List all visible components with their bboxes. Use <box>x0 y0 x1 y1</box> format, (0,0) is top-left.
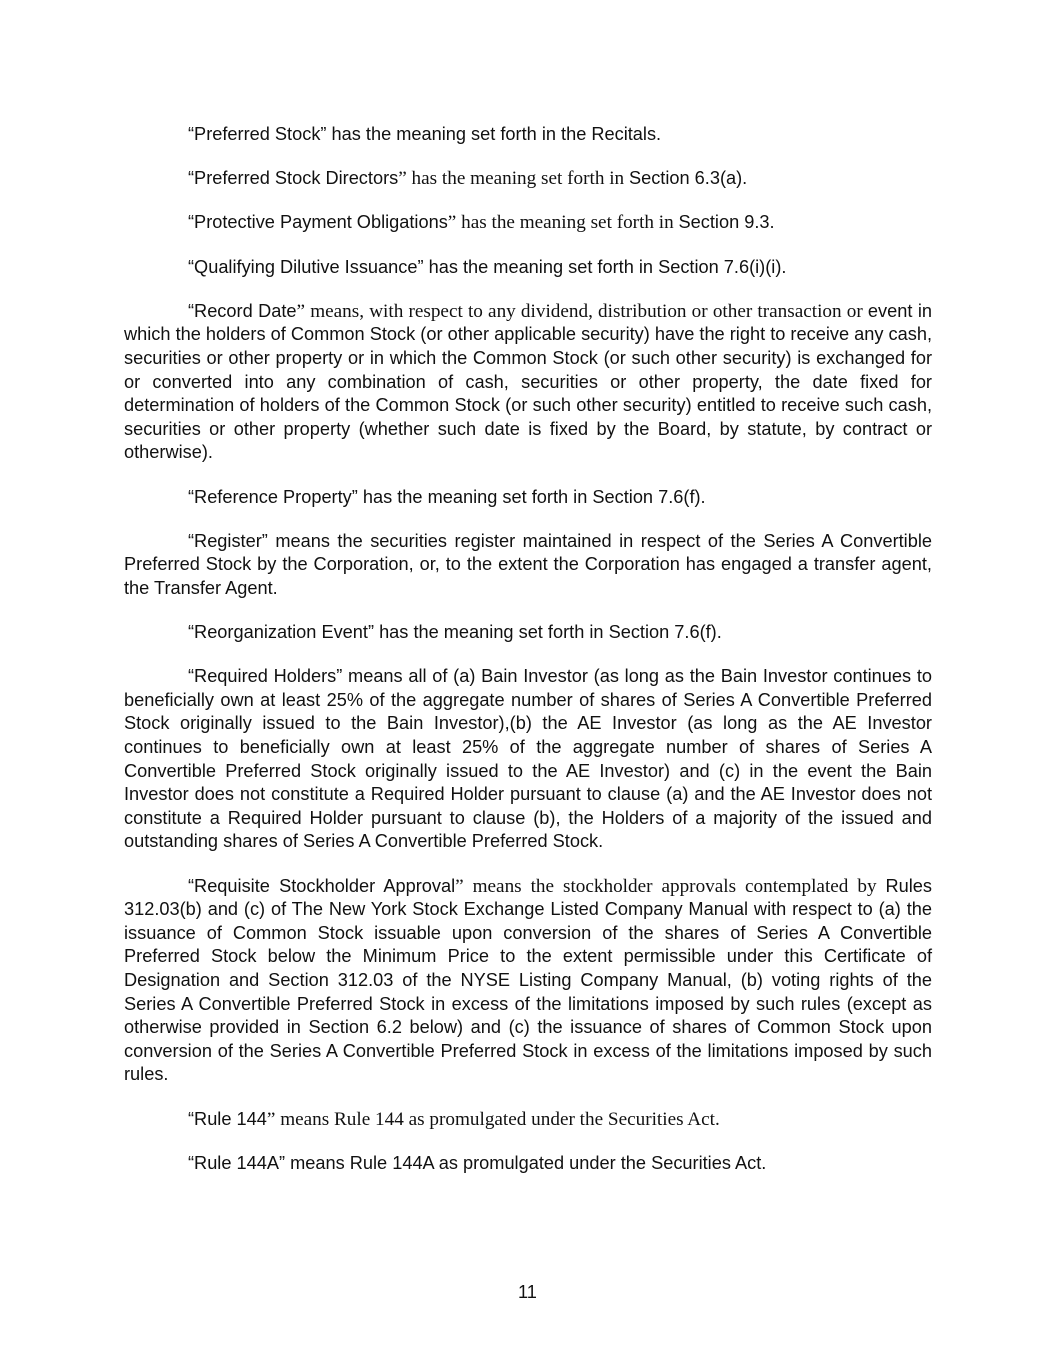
definition-text: ” has the meaning set forth in <box>447 212 679 234</box>
definition-text: means all of (a) Bain Investor (as long as the Bain Investor continues to beneficially own at least 25% of the aggregate number of shares of Series A Convertible Preferred Stock originally issued to the Bain Investor),(b) the AE Investor (as long as the AE Investor continues to beneficially own at least 25% of the aggregate number of shares of Series A Convertible Preferred Stock originally issued to the AE Investor) and (c) in the event the Bain Investor does not constitute a Required Holder pursuant to clause (a) and the AE Investor does not constitute a Required Holder pursuant to clause (b), the Holders of a majority of the issued and outstanding shares of Series A Convertible Preferred Stock. <box>124 666 932 852</box>
definition-register <box>124 530 932 601</box>
definition-preferred-stock-directors <box>124 167 932 191</box>
definitions-list <box>124 123 932 1196</box>
definition-reference: Section 6.3(a). <box>628 168 748 189</box>
definition-text: ” means Rule 144 as promulgated under the Securities Act. <box>266 1108 720 1130</box>
definition-text-continued: Rules 312.03(b) and (c) of The New York Stock Exchange Listed Company Manual with respect to (a) the issuance of Common Stock issuable upon conversion of the shares of Series A Convertible Preferred Stock below the Minimum Price to the extent permissible under this Certificate of Designation and Section 312.03 of the NYSE Listing Company Manual, (b) voting rights of the Series A Convertible Preferred Stock in excess of the limitations imposed by such rules (except as otherwise provided in Section 6.2 below) and (c) the issuance of shares of Common Stock upon conversion of the Series A Convertible Preferred Stock in excess of the limitations imposed by such rules. <box>124 875 932 1085</box>
definition-term: “Reorganization Event” <box>188 622 375 643</box>
definition-reference-property <box>124 486 932 510</box>
definition-text: has the meaning set forth in Section 7.6(f). <box>374 622 722 643</box>
definition-term: “Record Date <box>188 300 297 321</box>
definition-term: “Preferred Stock Directors <box>188 168 399 189</box>
definition-term: “Protective Payment Obligations <box>188 212 448 233</box>
definition-reference: Section 9.3. <box>678 212 775 233</box>
definition-term: “Reference Property” <box>188 486 358 507</box>
definition-term: “Rule 144A” <box>188 1152 286 1173</box>
definition-term: “Qualifying Dilutive Issuance” <box>188 256 424 277</box>
definition-text: ” means the stockholder approvals contemplated by <box>455 875 886 897</box>
definition-rule-144a <box>124 1152 932 1176</box>
definition-preferred-stock <box>124 123 932 147</box>
definition-text: has the meaning set forth in Section 7.6(f). <box>357 486 706 507</box>
definition-text: ” has the meaning set forth in <box>398 168 629 190</box>
definition-term: “Preferred Stock” <box>188 124 327 144</box>
definition-text-continued: event in which the holders of Common Stock (or other applicable security) have the right to receive any cash, securities or other property or in which the Common Stock (or such other security) is exchanged for or converted into any combination of cash, securities or other property, the date fixed for determination of holders of the Common Stock (or such other security) entitled to receive such cash, securities or other property (whether such date is fixed by the Board, by statute, by contract or otherwise). <box>124 300 932 463</box>
definition-rule-144 <box>124 1108 932 1132</box>
definition-record-date <box>124 300 932 465</box>
definition-term: “Requisite Stockholder Approval <box>188 875 456 896</box>
definition-term: “Rule 144 <box>188 1108 267 1129</box>
definition-text: has the meaning set forth in Section 7.6(i)(i). <box>423 256 787 277</box>
definition-term: “Required Holders” <box>188 666 343 687</box>
definition-text: means Rule 144A as promulgated under the Securities Act. <box>285 1152 767 1173</box>
definition-term: “Register” <box>188 530 268 551</box>
definition-text: has the meaning set forth in the Recitals. <box>326 124 662 144</box>
definition-reorganization-event <box>124 621 932 645</box>
page-number: 11 <box>518 1282 537 1302</box>
definition-protective-payment-obligations <box>124 211 932 235</box>
definition-text: means the securities register maintained in respect of the Series A Convertible Preferred Stock by the Corporation, or, to the extent the Corporation has engaged a transfer agent, the Transfer Agent. <box>124 530 932 598</box>
definition-text: ” means, with respect to any dividend, distribution or other transaction or <box>296 300 868 322</box>
definition-required-holders <box>124 665 932 854</box>
definition-requisite-stockholder-approval <box>124 875 932 1087</box>
definition-qualifying-dilutive-issuance <box>124 256 932 280</box>
